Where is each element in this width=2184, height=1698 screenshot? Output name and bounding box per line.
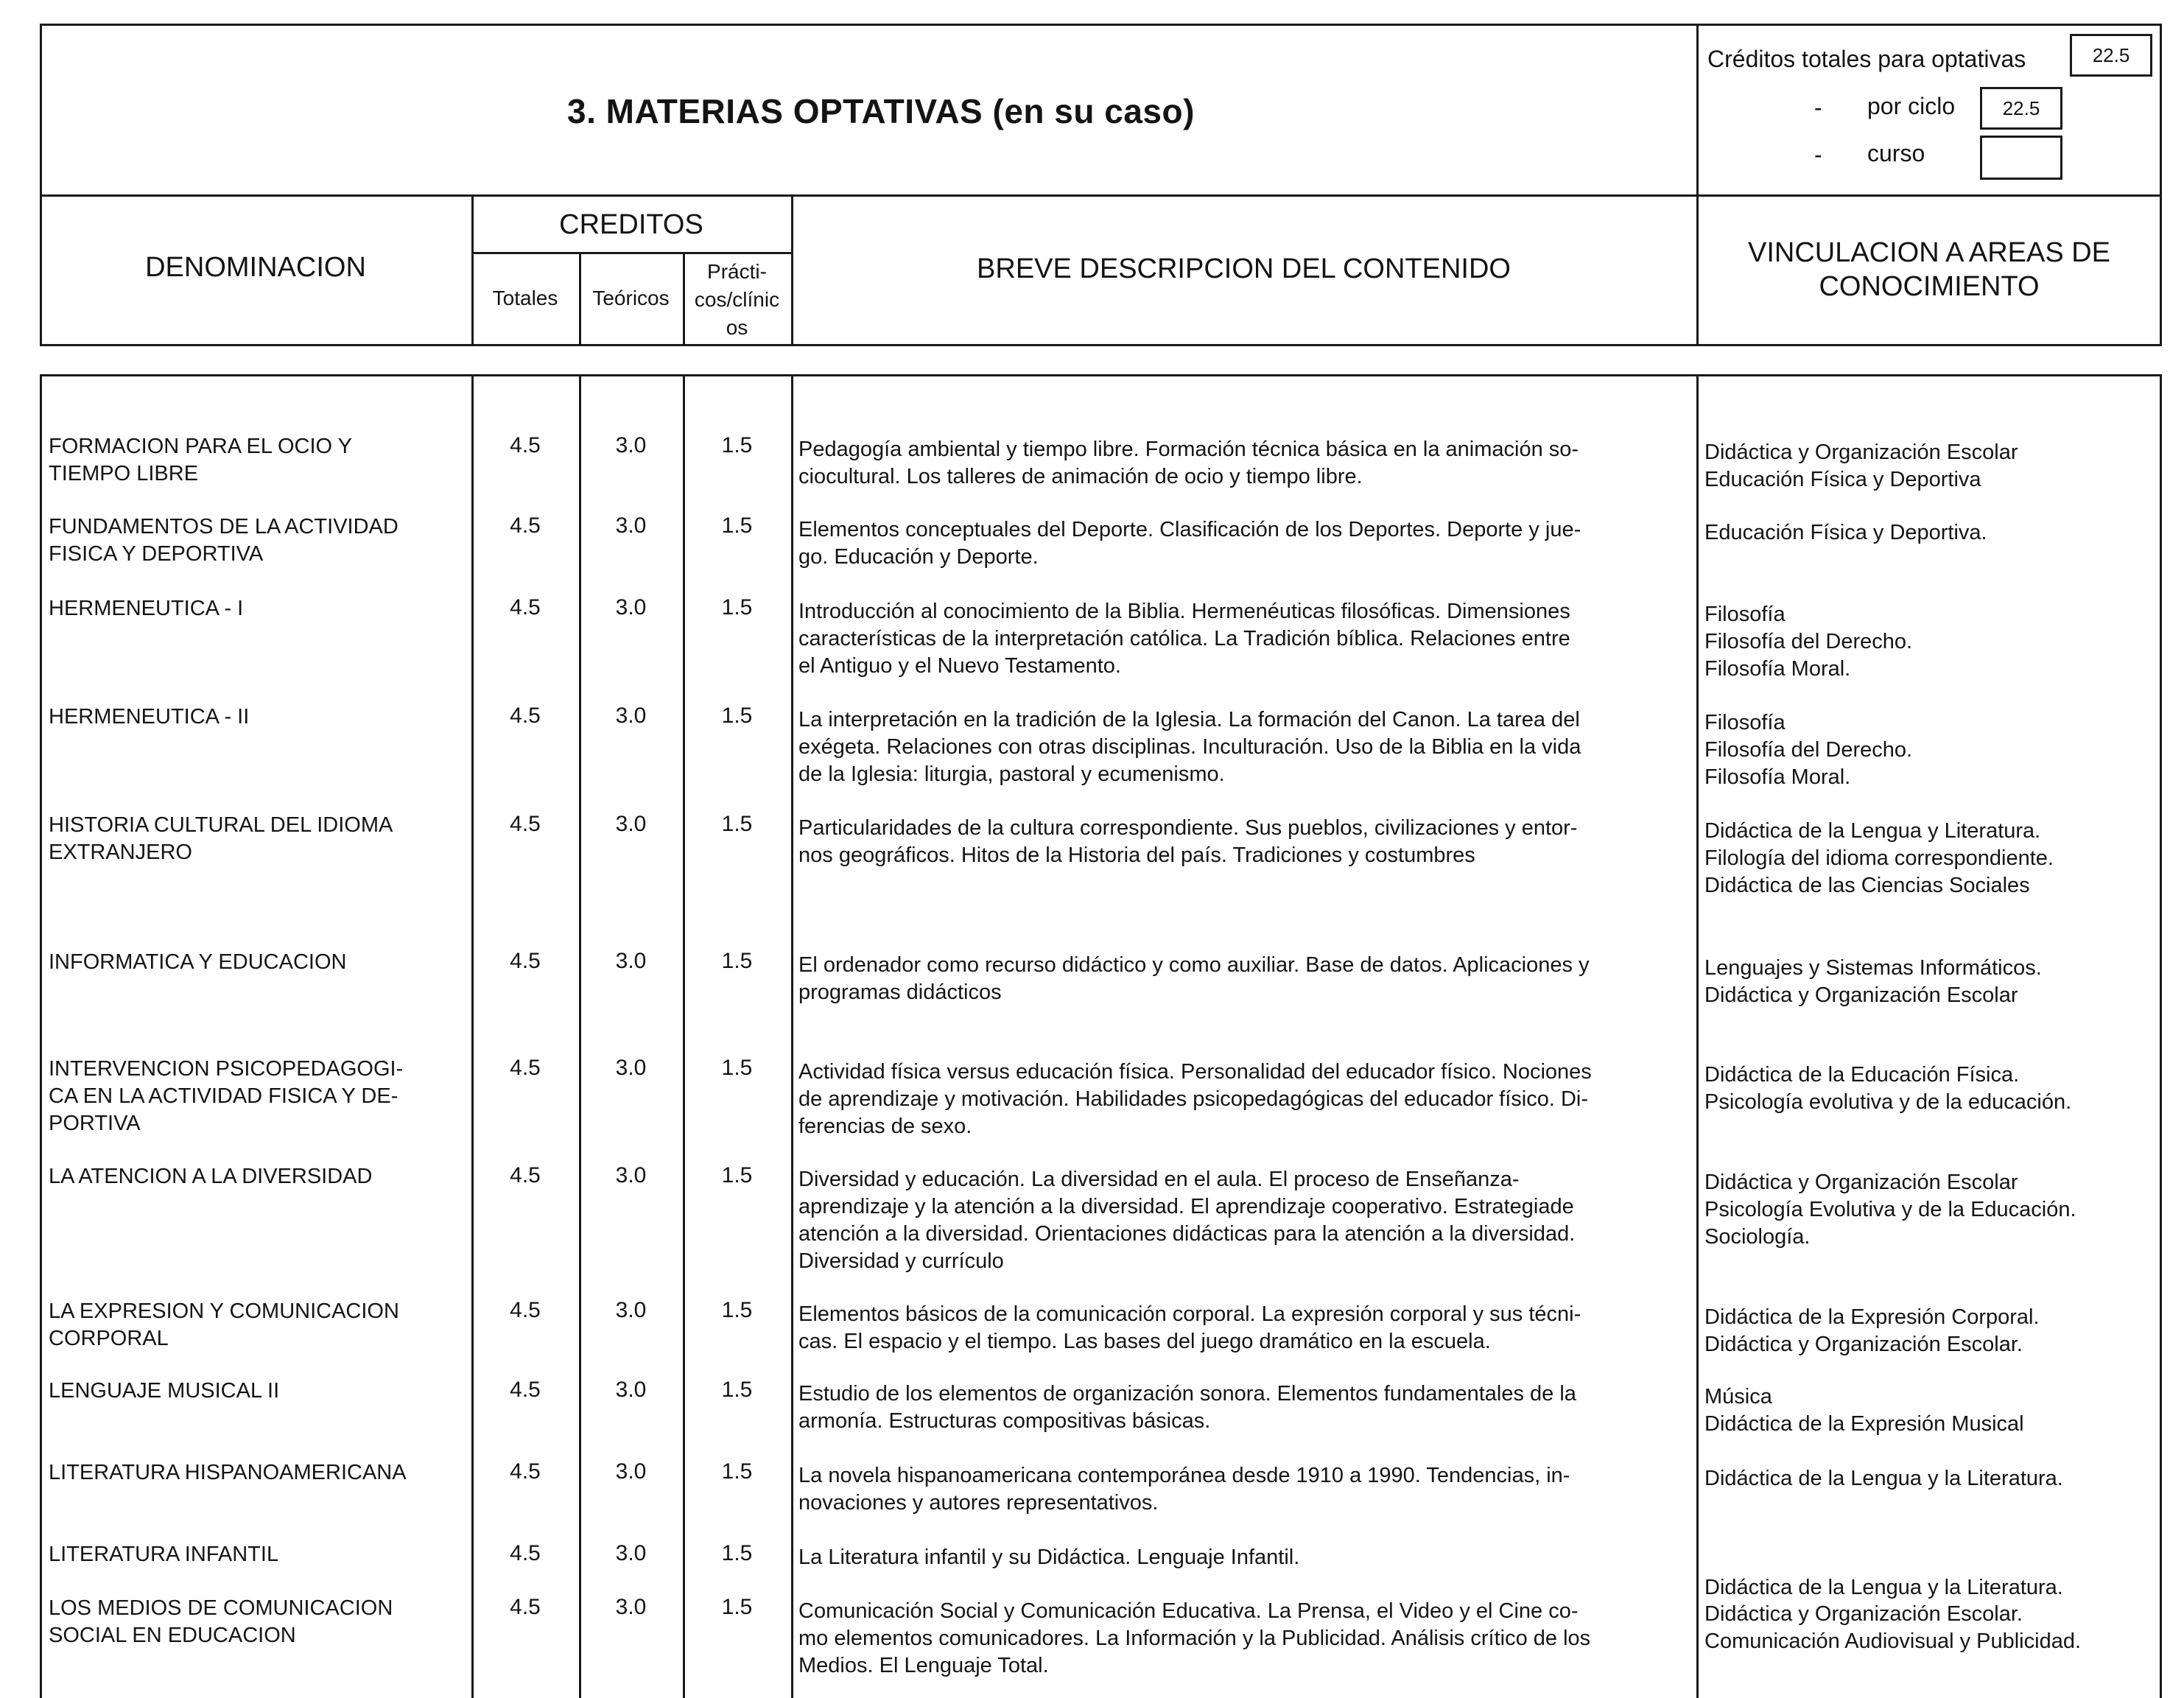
row-area-line: Didáctica de la Lengua y la Literatura. <box>1704 1576 2063 1599</box>
body-col-divider-5 <box>1696 374 1699 1698</box>
row-area-line: Lenguajes y Sistemas Informáticos. <box>1704 956 2042 980</box>
row-descripcion-line: Estudio de los elementos de organización sonora. Elementos fundamentales de la <box>798 1382 1576 1406</box>
row-denominacion-line: LA ATENCION A LA DIVERSIDAD <box>49 1165 373 1188</box>
row-descripcion-line: nos geográficos. Hitos de la Historia del país. Tradiciones y costumbres <box>798 843 1475 867</box>
row-teoricos: 3.0 <box>615 1056 647 1080</box>
row-teoricos: 3.0 <box>615 949 647 973</box>
row-totales: 4.5 <box>510 1298 541 1322</box>
row-practicos: 1.5 <box>721 1056 753 1080</box>
row-totales: 4.5 <box>510 1378 541 1402</box>
row-areas <box>1704 1383 2154 1438</box>
row-denominacion-line: CA EN LA ACTIVIDAD FISICA Y DE- <box>49 1084 398 1108</box>
row-practicos: 1.5 <box>721 1298 753 1322</box>
row-practicos: 1.5 <box>721 595 753 620</box>
row-denominacion-line: FISICA Y DEPORTIVA <box>49 542 264 566</box>
row-descripcion <box>798 1059 1687 1140</box>
row-area-line: Filosofía Moral. <box>1704 657 1851 681</box>
row-teoricos: 3.0 <box>615 1595 647 1619</box>
curso-dash: - <box>1814 141 1822 168</box>
row-area-line: Filosofía del Derecho. <box>1704 630 1913 653</box>
row-denominacion-line: FORMACION PARA EL OCIO Y <box>49 435 352 458</box>
row-descripcion-line: aprendizaje y la atención a la diversidad. El aprendizaje cooperativo. Estrategiade <box>798 1195 1574 1218</box>
row-area-line: Didáctica y Organización Escolar <box>1704 1171 2018 1194</box>
row-denominacion <box>49 1298 461 1353</box>
row-teoricos: 3.0 <box>615 595 647 620</box>
row-descripcion-line: Diversidad y educación. La diversidad en el aula. El proceso de Enseñanza- <box>798 1168 1520 1191</box>
row-descripcion-line: de aprendizaje y motivación. Habilidades psicopedagógicas del educador físico. Di- <box>798 1087 1589 1111</box>
row-descripcion-line: Diversidad y currículo <box>798 1249 1004 1273</box>
row-descripcion <box>798 1380 1687 1435</box>
row-denominacion-line: INFORMATICA Y EDUCACION <box>49 950 347 974</box>
row-descripcion <box>798 436 1687 491</box>
row-denominacion-line: CORPORAL <box>49 1327 169 1350</box>
row-area-line: Filosofía <box>1704 603 1786 626</box>
row-denominacion <box>49 1163 461 1190</box>
col-header-practicos-line3: os <box>726 316 748 339</box>
row-descripcion-line: La novela hispanoamericana contemporánea desde 1910 a 1990. Tendencias, in- <box>798 1464 1570 1487</box>
row-denominacion-line: LA EXPRESION Y COMUNICACION <box>49 1299 399 1323</box>
row-denominacion <box>49 1595 461 1649</box>
row-denominacion <box>49 1541 461 1568</box>
col-header-creditos: CREDITOS <box>559 209 703 240</box>
row-area-line: Filología del idioma correspondiente. <box>1704 846 2054 870</box>
row-area-line: Psicología Evolutiva y de la Educación. <box>1704 1198 2076 1221</box>
row-teoricos: 3.0 <box>615 1541 647 1565</box>
row-denominacion-line: HERMENEUTICA - II <box>49 705 250 729</box>
page-title: 3. MATERIAS OPTATIVAS (en su caso) <box>567 92 1195 130</box>
col-header-totales: Totales <box>492 287 558 309</box>
row-descripcion-line: Particularidades de la cultura correspondiente. Sus pueblos, civilizaciones y entor- <box>798 816 1578 840</box>
row-denominacion <box>49 1459 461 1487</box>
row-practicos: 1.5 <box>721 513 753 538</box>
row-denominacion-line: INTERVENCION PSICOPEDAGOGI- <box>49 1057 404 1081</box>
body-col-divider-2 <box>579 374 581 1698</box>
row-practicos: 1.5 <box>721 1163 753 1187</box>
row-descripcion-line: go. Educación y Deporte. <box>798 545 1039 569</box>
body-col-divider-3 <box>683 374 685 1698</box>
row-areas <box>1704 1601 2154 1655</box>
row-area-line: Filosofía del Derecho. <box>1704 738 1913 762</box>
row-teoricos: 3.0 <box>615 1378 647 1402</box>
row-descripcion <box>798 1544 1687 1571</box>
row-descripcion-line: Pedagogía ambiental y tiempo libre. Formación técnica básica en la animación so- <box>798 438 1579 461</box>
row-descripcion-line: Comunicación Social y Comunicación Educativa. La Prensa, el Video y el Cine co- <box>798 1599 1579 1623</box>
row-area-line: Didáctica de la Lengua y Literatura. <box>1704 819 2041 843</box>
row-areas <box>1704 955 2154 1009</box>
row-descripcion-line: ferencias de sexo. <box>798 1115 972 1138</box>
col-header-practicos <box>683 258 791 342</box>
row-totales: 4.5 <box>510 1595 541 1619</box>
creditos-totales-value: 22.5 <box>2070 34 2152 77</box>
row-practicos: 1.5 <box>721 1378 753 1402</box>
row-descripcion-line: atención a la diversidad. Orientaciones didácticas para la atención a la diversidad. <box>798 1222 1576 1246</box>
row-area-line: Didáctica de la Educación Física. <box>1704 1063 2020 1087</box>
row-denominacion-line: TIEMPO LIBRE <box>49 462 199 485</box>
row-descripcion <box>798 952 1687 1006</box>
col-header-vinculacion-line2: CONOCIMIENTO <box>1819 271 2040 302</box>
row-area-line: Didáctica y Organización Escolar. <box>1704 1333 2023 1356</box>
row-descripcion-line: El ordenador como recurso didáctico y como auxiliar. Base de datos. Aplicaciones y <box>798 953 1590 977</box>
curso-label: curso <box>1867 140 1925 166</box>
row-teoricos: 3.0 <box>615 513 647 538</box>
row-totales: 4.5 <box>510 949 541 973</box>
row-denominacion-line: LITERATURA INFANTIL <box>49 1543 279 1566</box>
row-totales: 4.5 <box>510 1541 541 1565</box>
row-teoricos: 3.0 <box>615 1459 647 1484</box>
por-ciclo-dash: - <box>1814 94 1822 121</box>
col-header-practicos-line2: cos/clínic <box>694 288 780 311</box>
row-areas <box>1704 1547 2154 1601</box>
row-denominacion-line: EXTRANJERO <box>49 841 192 864</box>
row-areas <box>1704 818 2154 899</box>
row-denominacion-line: SOCIAL EN EDUCACION <box>49 1624 296 1647</box>
row-totales: 4.5 <box>510 812 541 836</box>
row-teoricos: 3.0 <box>615 433 647 457</box>
row-area-line: Comunicación Audiovisual y Publicidad. <box>1704 1629 2082 1653</box>
row-area-line: Didáctica de la Expresión Corporal. <box>1704 1305 2040 1329</box>
row-totales: 4.5 <box>510 595 541 620</box>
row-descripcion-line: Elementos básicos de la comunicación corporal. La expresión corporal y sus técni- <box>798 1302 1581 1326</box>
row-areas <box>1704 1465 2154 1492</box>
row-area-line: Educación Física y Deportiva. <box>1704 521 1987 544</box>
row-denominacion-line: LOS MEDIOS DE COMUNICACION <box>49 1596 393 1620</box>
row-teoricos: 3.0 <box>615 812 647 836</box>
row-totales: 4.5 <box>510 1163 541 1187</box>
row-descripcion-line: el Antiguo y el Nuevo Testamento. <box>798 654 1121 678</box>
row-area-line: Psicología evolutiva y de la educación. <box>1704 1090 2072 1114</box>
row-area-line: Didáctica y Organización Escolar <box>1704 441 2018 464</box>
row-descripcion-line: La Literatura infantil y su Didáctica. Lenguaje Infantil. <box>798 1546 1300 1569</box>
body-col-divider-4 <box>791 374 793 1698</box>
row-area-line: Didáctica de las Ciencias Sociales <box>1704 874 2030 897</box>
body-col-divider-1 <box>471 374 474 1698</box>
row-descripcion-line: cas. El espacio y el tiempo. Las bases del juego dramático en la escuela. <box>798 1330 1491 1353</box>
row-denominacion-line: PORTIVA <box>49 1112 141 1135</box>
row-descripcion <box>798 598 1687 680</box>
row-descripcion-line: Elementos conceptuales del Deporte. Clasificación de los Deportes. Deporte y jue- <box>798 518 1581 541</box>
row-descripcion-line: La interpretación en la tradición de la Iglesia. La formación del Canon. La tarea del <box>798 708 1580 732</box>
row-descripcion-line: ciocultural. Los talleres de animación de ocio y tiempo libre. <box>798 465 1363 488</box>
row-descripcion-line: de la Iglesia: liturgia, pastoral y ecumenismo. <box>798 762 1225 786</box>
row-totales: 4.5 <box>510 433 541 457</box>
creditos-subdivider <box>471 252 791 254</box>
row-descripcion-line: novaciones y autores representativos. <box>798 1491 1159 1515</box>
row-practicos: 1.5 <box>721 704 753 728</box>
row-area-line: Didáctica y Organización Escolar. <box>1704 1602 2023 1626</box>
row-denominacion <box>49 595 461 622</box>
row-teoricos: 3.0 <box>615 704 647 728</box>
row-area-line: Didáctica de la Expresión Musical <box>1704 1412 2024 1436</box>
row-descripcion <box>798 1301 1687 1355</box>
row-descripcion-line: mo elementos comunicadores. La Información y la Publicidad. Análisis crítico de los <box>798 1627 1591 1650</box>
row-descripcion-line: Actividad física versus educación física. Personalidad del educador físico. Nociones <box>798 1060 1592 1084</box>
row-areas <box>1704 1304 2154 1358</box>
curso-value <box>1980 136 2062 180</box>
row-denominacion <box>49 1056 461 1137</box>
row-denominacion <box>49 1378 461 1405</box>
row-areas <box>1704 439 2154 494</box>
col-header-practicos-line1: Prácti- <box>707 260 767 283</box>
row-descripcion <box>798 706 1687 788</box>
row-totales: 4.5 <box>510 1056 541 1080</box>
row-practicos: 1.5 <box>721 1595 753 1619</box>
row-denominacion <box>49 433 461 488</box>
row-practicos: 1.5 <box>721 1541 753 1565</box>
row-areas <box>1704 709 2154 791</box>
row-teoricos: 3.0 <box>615 1163 647 1187</box>
creditos-totales-label: Créditos totales para optativas <box>1707 46 2026 72</box>
row-area-line: Filosofía Moral. <box>1704 765 1851 789</box>
row-area-line: Educación Física y Deportiva <box>1704 468 1981 491</box>
row-descripcion-line: Medios. El Lenguaje Total. <box>798 1654 1049 1677</box>
header-divider <box>40 194 2162 197</box>
row-areas <box>1704 1169 2154 1251</box>
row-practicos: 1.5 <box>721 812 753 836</box>
col-header-vinculacion-line1: VINCULACION A AREAS DE <box>1747 237 2111 268</box>
row-area-line: Música <box>1704 1385 1772 1408</box>
row-area-line: Didáctica de la Lengua y la Literatura. <box>1704 1467 2063 1490</box>
row-denominacion <box>49 812 461 866</box>
row-descripcion-line: Introducción al conocimiento de la Biblia. Hermenéuticas filosóficas. Dimensiones <box>798 600 1570 623</box>
row-totales: 4.5 <box>510 1459 541 1484</box>
row-teoricos: 3.0 <box>615 1298 647 1322</box>
row-denominacion <box>49 949 461 976</box>
row-area-line: Didáctica y Organización Escolar <box>1704 983 2018 1007</box>
row-totales: 4.5 <box>510 513 541 538</box>
row-denominacion <box>49 513 461 568</box>
row-denominacion-line: HISTORIA CULTURAL DEL IDIOMA <box>49 813 393 837</box>
row-denominacion-line: LENGUAJE MUSICAL II <box>49 1379 280 1403</box>
col-header-denominacion: DENOMINACION <box>145 252 366 283</box>
row-descripcion-line: armonía. Estructuras compositivas básicas. <box>798 1409 1211 1433</box>
row-practicos: 1.5 <box>721 433 753 457</box>
row-area-line <box>1704 1547 2154 1574</box>
row-practicos: 1.5 <box>721 1459 753 1484</box>
por-ciclo-value: 22.5 <box>1980 87 2062 130</box>
row-descripcion-line: exégeta. Relaciones con otras disciplinas. Inculturación. Uso de la Biblia en la vida <box>798 735 1581 759</box>
por-ciclo-label: por ciclo <box>1867 93 1956 119</box>
row-practicos: 1.5 <box>721 949 753 973</box>
row-areas <box>1704 519 2154 547</box>
col-header-descripcion: BREVE DESCRIPCION DEL CONTENIDO <box>977 253 1511 284</box>
row-denominacion-line: HERMENEUTICA - I <box>49 597 244 620</box>
row-descripcion <box>798 1462 1687 1517</box>
row-totales: 4.5 <box>510 704 541 728</box>
row-denominacion-line: LITERATURA HISPANOAMERICANA <box>49 1461 407 1484</box>
col-header-vinculacion <box>1696 236 2162 304</box>
row-area-line: Sociología. <box>1704 1225 1811 1249</box>
col-header-teoricos: Teóricos <box>592 287 670 309</box>
row-area-line: Filosofía <box>1704 711 1786 734</box>
row-descripcion <box>798 516 1687 571</box>
row-descripcion-line: programas didácticos <box>798 980 1002 1004</box>
row-descripcion <box>798 815 1687 869</box>
row-descripcion-line: características de la interpretación católica. La Tradición bíblica. Relaciones entre <box>798 627 1570 650</box>
row-denominacion <box>49 704 461 731</box>
row-descripcion <box>798 1166 1687 1275</box>
row-areas <box>1704 1062 2154 1116</box>
row-denominacion-line: FUNDAMENTOS DE LA ACTIVIDAD <box>49 515 398 538</box>
row-descripcion <box>798 1598 1687 1680</box>
row-areas <box>1704 601 2154 683</box>
